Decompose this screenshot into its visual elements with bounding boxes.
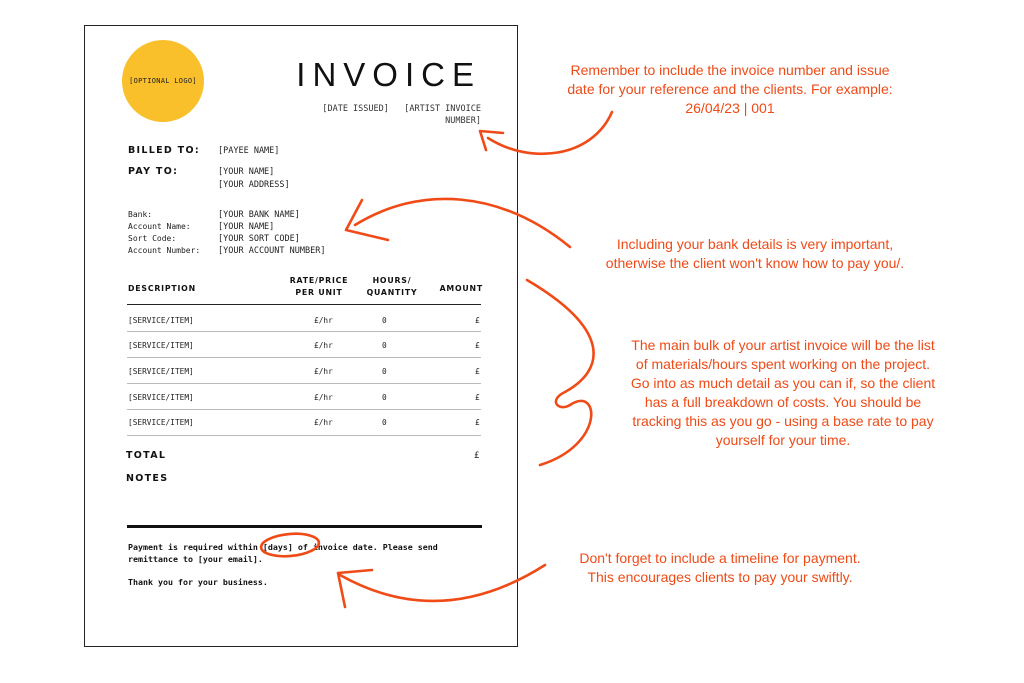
note-payment-timeline-line1: Don't forget to include a timeline for payment.: [579, 550, 861, 566]
row-qty: 0: [382, 316, 387, 325]
col-hours-line1: HOURS/: [372, 276, 412, 285]
note-payment-timeline-line2: This encourages clients to pay your swiftly.: [587, 569, 853, 585]
billed-to-value: [PAYEE NAME]: [218, 146, 280, 156]
invoice-number: [ARTIST INVOICE NUMBER]: [404, 104, 481, 126]
notes-label: NOTES: [126, 473, 169, 484]
col-rate-line1: RATE/PRICE: [289, 276, 349, 285]
row-item: [SERVICE/ITEM]: [128, 316, 194, 325]
thank-you: Thank you for your business.: [128, 577, 268, 587]
row-rate: £/hr: [314, 393, 333, 402]
total-value: £: [474, 451, 480, 461]
date-issued: [DATE ISSUED]: [322, 104, 389, 114]
arrow-to-invoice-number: [488, 112, 612, 154]
note-line-items-line3: Go into as much detail as you can if, so the client: [630, 375, 936, 391]
col-rate-line2: PER UNIT: [295, 288, 343, 297]
note-line-items: [588, 336, 978, 450]
bracket-table-rows: [527, 280, 594, 465]
payment-terms-line1: Payment is required within [days] of invoice date. Please send: [128, 542, 438, 552]
note-bank-details: [555, 235, 955, 273]
bank-label: Bank:: [128, 210, 153, 219]
row-qty: 0: [382, 418, 387, 427]
note-line-items-line5: tracking this as you go - using a base rate to pay: [632, 413, 934, 429]
note-invoice-number-line2: date for your reference and the clients. For example:: [567, 81, 893, 97]
row-qty: 0: [382, 393, 387, 402]
col-amount: AMOUNT: [439, 284, 483, 293]
note-line-items-line1: The main bulk of your artist invoice will be the list: [631, 337, 935, 353]
row-rate: £/hr: [314, 341, 333, 350]
sort-code-label: Sort Code:: [128, 234, 177, 243]
row-item: [SERVICE/ITEM]: [128, 341, 194, 350]
note-payment-timeline: [545, 549, 895, 587]
note-invoice-number-line3: 26/04/23 | 001: [685, 100, 775, 116]
row-amount: £: [475, 341, 480, 350]
row-rate: £/hr: [314, 367, 333, 376]
days-highlight-circle: [260, 532, 320, 559]
note-bank-details-line2: otherwise the client won't know how to pay you/.: [605, 255, 905, 271]
sort-code-value: [YOUR SORT CODE]: [218, 234, 300, 244]
pay-to-name: [YOUR NAME]: [218, 167, 275, 177]
account-number-label: Account Number:: [128, 246, 201, 255]
row-amount: £: [475, 367, 480, 376]
note-line-items-line2: of materials/hours spent working on the project.: [635, 356, 931, 372]
row-item: [SERVICE/ITEM]: [128, 367, 194, 376]
row-amount: £: [475, 418, 480, 427]
payment-terms-line2: remittance to [your email].: [128, 554, 263, 564]
note-bank-details-line1: Including your bank details is very important,: [616, 236, 894, 252]
account-number-value: [YOUR ACCOUNT NUMBER]: [218, 246, 326, 256]
note-line-items-line4: has a full breakdown of costs. You should be: [644, 394, 922, 410]
col-hours-line2: QUANTITY: [366, 288, 418, 297]
row-qty: 0: [382, 367, 387, 376]
account-name-label: Account Name:: [128, 222, 191, 231]
col-description: DESCRIPTION: [128, 284, 196, 293]
row-rate: £/hr: [314, 316, 333, 325]
invoice-title: INVOICE: [296, 56, 481, 93]
row-rate: £/hr: [314, 418, 333, 427]
row-amount: £: [475, 393, 480, 402]
account-name-value: [YOUR NAME]: [218, 222, 275, 232]
row-item: [SERVICE/ITEM]: [128, 393, 194, 402]
row-amount: £: [475, 316, 480, 325]
arrow-head-bank-details: [346, 200, 388, 240]
pay-to-label: PAY TO:: [128, 166, 179, 177]
total-label: TOTAL: [126, 450, 167, 461]
pay-to-address: [YOUR ADDRESS]: [218, 180, 290, 190]
row-item: [SERVICE/ITEM]: [128, 418, 194, 427]
logo-text: [OPTIONAL LOGO]: [129, 77, 197, 85]
billed-to-label: BILLED TO:: [128, 145, 200, 156]
note-invoice-number-line1: Remember to include the invoice number and issue: [570, 62, 890, 78]
note-invoice-number: [532, 61, 928, 118]
bank-value: [YOUR BANK NAME]: [218, 210, 300, 220]
row-qty: 0: [382, 341, 387, 350]
note-line-items-line6: yourself for your time.: [715, 432, 851, 448]
